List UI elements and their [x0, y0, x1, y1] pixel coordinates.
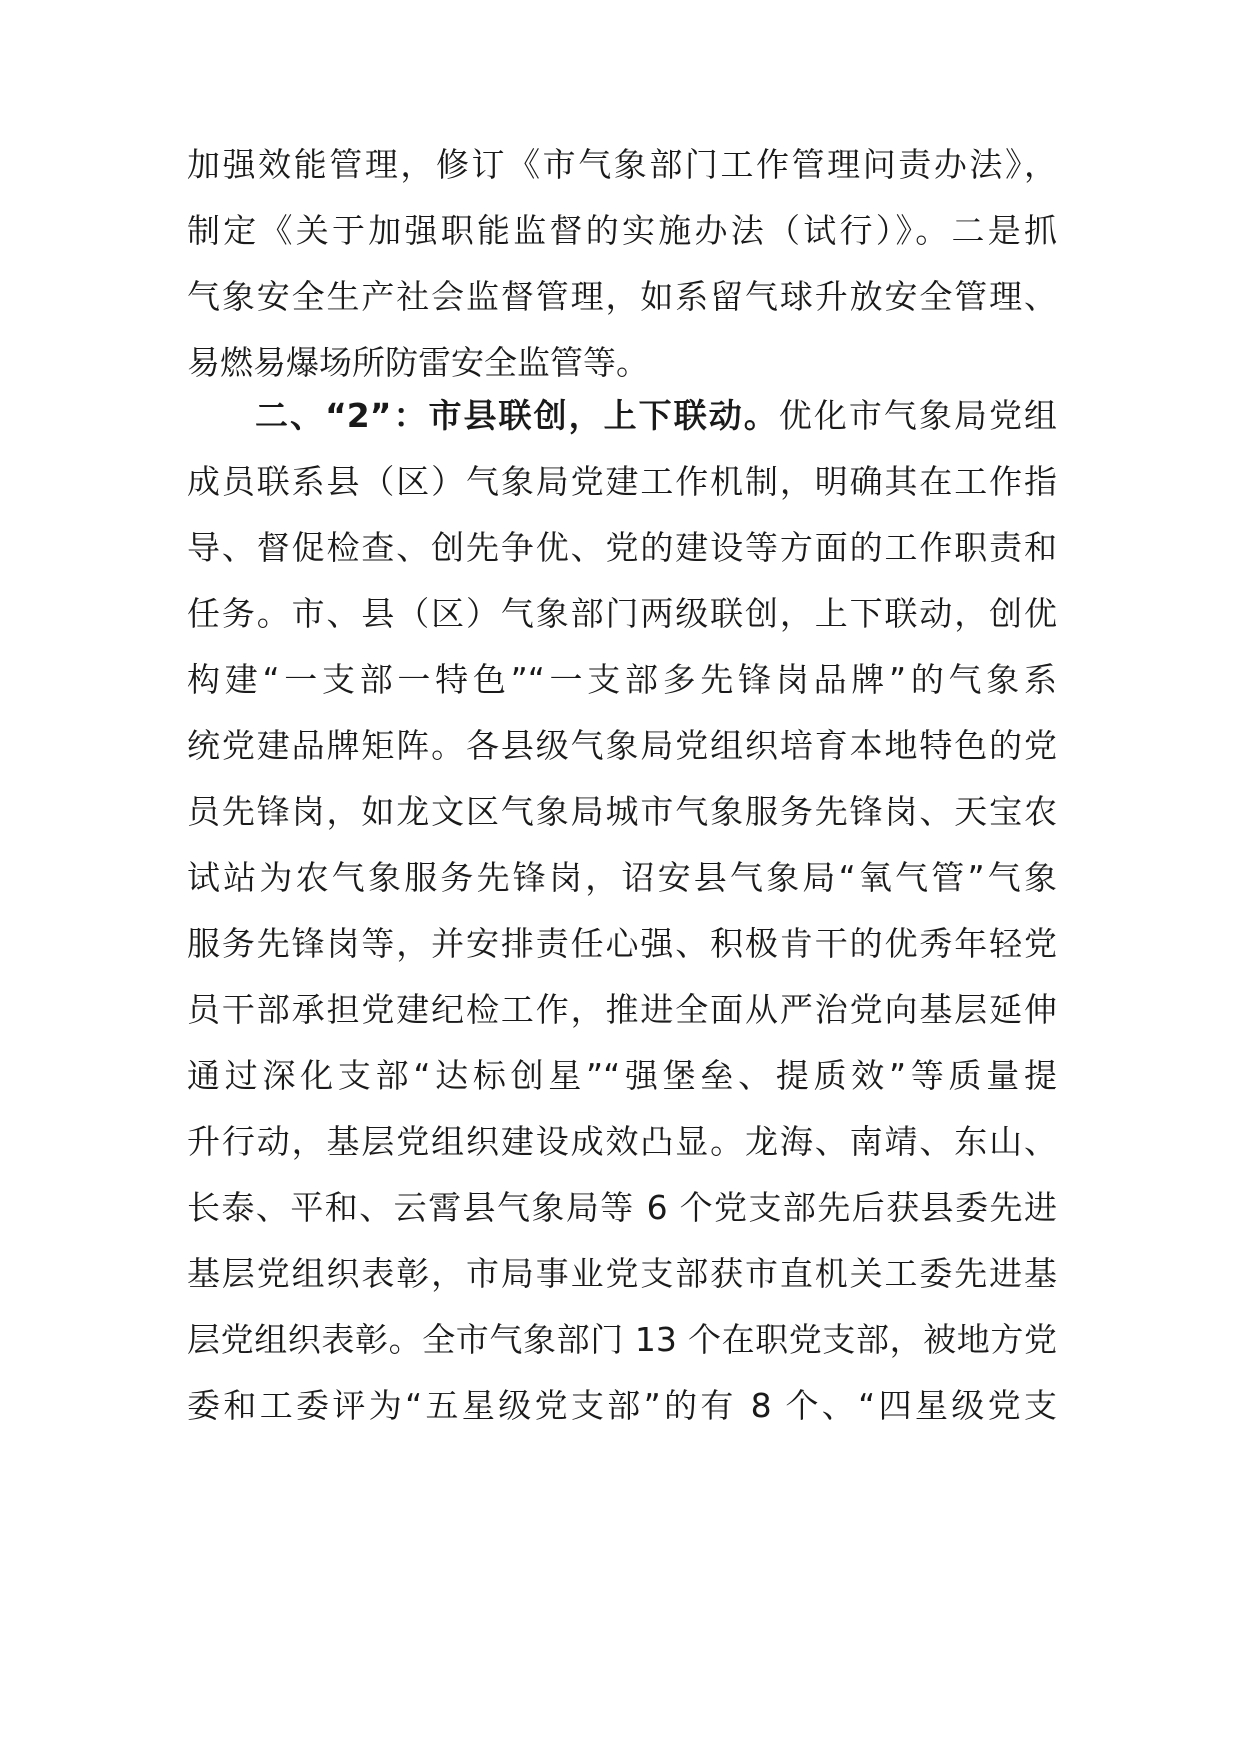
- text-line: 制定《关于加强职能监督的实施办法（试行）》。二是抓: [187, 211, 1057, 250]
- text-line-first: [187, 383, 1057, 449]
- text-line: 升行动，基层党组织建设成效凸显。龙海、南靖、东山、: [187, 1122, 1057, 1161]
- text-line: 委和工委评为“五星级党支部”的有 8 个、“四星级党支: [187, 1386, 1057, 1425]
- text-line: 易燃易爆场所防雷安全监管等。: [187, 343, 649, 382]
- text-line: 服务先锋岗等，并安排责任心强、积极肯干的优秀年轻党: [187, 924, 1057, 963]
- text-line: 统党建品牌矩阵。各县级气象局党组织培育本地特色的党: [187, 726, 1057, 765]
- paragraph-city-county-joint: [187, 383, 1057, 1439]
- text-line: 层党组织表彰。全市气象部门 13 个在职党支部，被地方党: [187, 1320, 1057, 1359]
- text-line: 员干部承担党建纪检工作，推进全面从严治党向基层延伸: [187, 990, 1057, 1029]
- text-line: 气象安全生产社会监督管理，如系留气球升放安全管理、: [187, 277, 1057, 316]
- text-line: 任务。市、县（区）气象部门两级联创，上下联动，创优: [187, 594, 1057, 633]
- text-line: 构建“一支部一特色”“一支部多先锋岗品牌”的气象系: [187, 660, 1057, 699]
- section-heading: 二、“2”：市县联创，上下联动。: [253, 396, 779, 435]
- text-line: 员先锋岗，如龙文区气象局城市气象服务先锋岗、天宝农: [187, 792, 1057, 831]
- text-line: 通过深化支部“达标创星”“强堡垒、提质效”等质量提: [187, 1056, 1057, 1095]
- text-line: 基层党组织表彰，市局事业党支部获市直机关工委先进基: [187, 1254, 1057, 1293]
- text-line: 加强效能管理，修订《市气象部门工作管理问责办法》，: [187, 145, 1057, 184]
- paragraph-efficiency-management: [187, 132, 1057, 396]
- text-line: 成员联系县（区）气象局党建工作机制，明确其在工作指: [187, 462, 1057, 501]
- text-segment: 优化市气象局党组: [778, 396, 1058, 435]
- text-line: 试站为农气象服务先锋岗，诏安县气象局“氧气管”气象: [187, 858, 1057, 897]
- text-line: 导、督促检查、创先争优、党的建设等方面的工作职责和: [187, 528, 1057, 567]
- text-line: 长泰、平和、云霄县气象局等 6 个党支部先后获县委先进: [187, 1188, 1057, 1227]
